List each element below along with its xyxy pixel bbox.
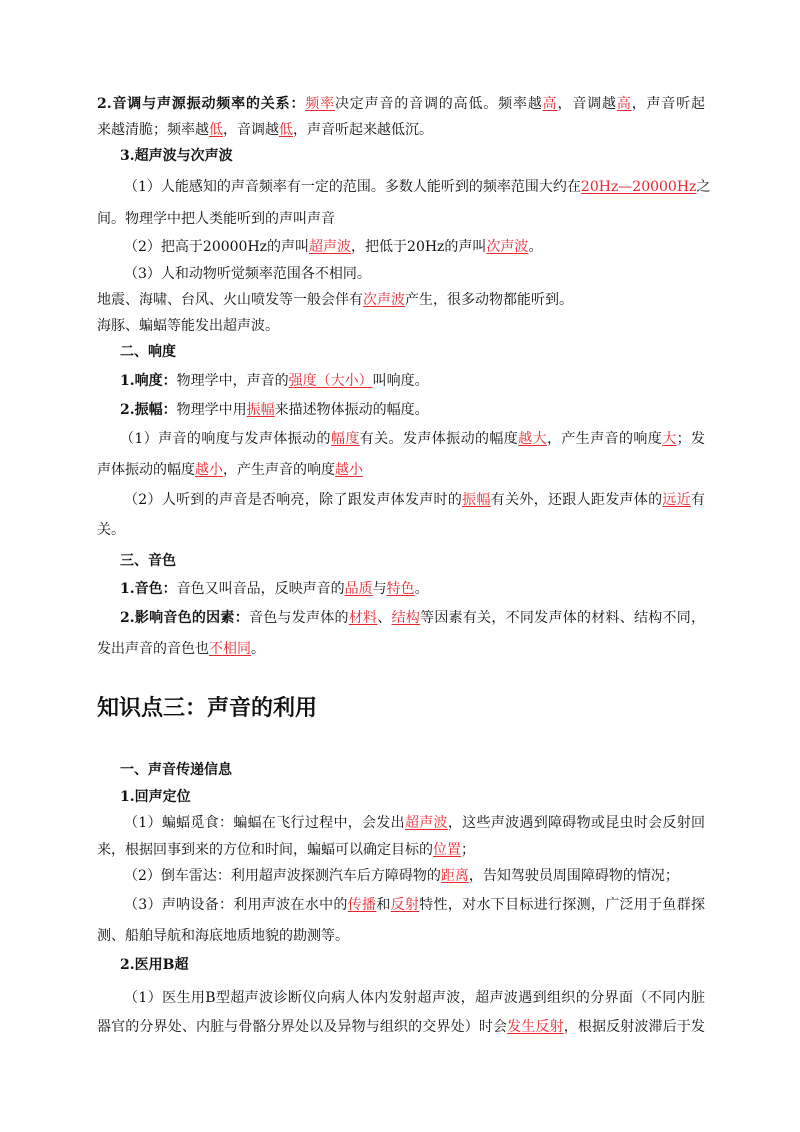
bold-label: 二、响度 (120, 344, 176, 360)
text-run: ；发 (676, 431, 706, 447)
text-run: ，声音听起来越低沉。 (293, 122, 433, 138)
answer-blank: 高 (616, 96, 632, 112)
text-run: （1）医生用B型超声波诊断仪向病人体内发射超声波，超声波遇到组织的分界面（不同内脏 (124, 990, 705, 1006)
text-run: ，声音听起 (631, 96, 706, 112)
text-run: ； (461, 842, 475, 858)
bold-label: 3.超声波与次声波 (120, 148, 233, 164)
text-run: ，把低于20Hz的声叫 (351, 239, 487, 255)
bold-label: 2.音调与声源振动频率的关系： (97, 96, 306, 112)
text-run: ，告知驾驶员周围障碍物的情况； (468, 868, 679, 884)
text-run: （2）人听到的声音是否响亮，除了跟发声体发声时的 (124, 492, 463, 508)
answer-blank: 低 (279, 122, 293, 138)
text-run: 音色又叫音品，反映声音的 (176, 581, 345, 597)
text-line (97, 1017, 705, 1037)
bold-label: 1.响度： (120, 373, 177, 389)
text-line (120, 371, 705, 391)
text-run: 物理学中用 (176, 402, 247, 418)
text-run: 来描述物体振动的幅度。 (274, 402, 429, 418)
answer-blank: 越大 (518, 431, 547, 447)
text-run: （1）人能感知的声音频率有一定的范围。多数人能听到的频率范围大约在 (124, 179, 581, 195)
text-line (97, 639, 705, 659)
text-line (97, 94, 705, 114)
bold-label: 2.医用B超 (120, 957, 189, 973)
text-run: （1）蝙蝠觅食：蝙蝠在飞行过程中，会发出 (124, 815, 405, 831)
text-line (120, 429, 705, 449)
text-run: 。 (414, 581, 429, 597)
answer-blank: 结构 (391, 610, 421, 626)
answer-blank: 品质 (344, 581, 373, 597)
answer-blank: 材料 (348, 610, 378, 626)
bold-label: 一、声音传递信息 (120, 762, 232, 778)
answer-blank: 低 (209, 122, 223, 138)
text-line (124, 813, 705, 833)
text-run: 。 (528, 239, 543, 255)
text-run: 声体振动的幅度 (97, 462, 195, 478)
answer-blank: 距离 (440, 868, 469, 884)
answer-blank: 次声波 (363, 292, 405, 308)
answer-blank: 不相同 (209, 641, 251, 657)
text-run: 产生，很多动物都能听到。 (405, 292, 573, 308)
answer-blank: 超声波 (309, 239, 352, 255)
bold-label: 2.影响音色的因素： (120, 610, 249, 626)
answer-blank: 大 (662, 431, 677, 447)
answer-blank: 振幅 (462, 492, 491, 508)
answer-blank: 高 (542, 96, 558, 112)
answer-blank: 20Hz—20000Hz (580, 179, 697, 195)
text-run: 、 (377, 610, 392, 626)
text-run: 海豚、蝙蝠等能发出超声波。 (97, 318, 279, 334)
answer-blank: 位置 (433, 842, 461, 858)
text-run: 间。物理学中把人类能听到的声叫声音 (97, 211, 335, 227)
text-run: 有关外，还跟人距发声体的 (490, 492, 663, 508)
text-line (124, 988, 705, 1008)
text-run: 发出声音的音色也 (97, 641, 209, 657)
text-line (97, 290, 705, 310)
subheading (120, 146, 705, 166)
text-line (97, 926, 705, 946)
answer-blank: 幅度 (330, 431, 360, 447)
bold-label: 1.音色： (120, 581, 177, 597)
answer-blank: 反射 (390, 897, 420, 913)
text-run: （3）人和动物听觉频率范围各不相同。 (124, 266, 371, 282)
answer-blank: 越小 (195, 462, 223, 478)
text-run: ，音调越 (557, 96, 617, 112)
subheading (120, 342, 705, 362)
text-line (97, 460, 705, 480)
text-run: 音色与发声体的 (248, 610, 349, 626)
text-run: 关。 (97, 522, 125, 538)
text-line (124, 895, 705, 915)
answer-blank: 振幅 (246, 402, 275, 418)
text-line (120, 579, 705, 599)
text-run: 之 (696, 179, 711, 195)
answer-blank: 特色 (386, 581, 415, 597)
text-run: 叫响度。 (372, 373, 429, 389)
section-heading: 知识点三：声音的利用 (97, 695, 318, 721)
text-line (120, 608, 705, 628)
text-run: 地震、海啸、台风、火山喷发等一般会伴有 (97, 292, 363, 308)
text-run: （3）声呐设备：利用声波在水中的 (124, 897, 348, 913)
text-run: 来，根据回事到来的方位和时间，蝙蝠可以确定目标的 (97, 842, 433, 858)
text-run: 与 (372, 581, 387, 597)
answer-blank: 发生反射 (507, 1019, 564, 1035)
answer-blank: 远近 (662, 492, 692, 508)
text-line (124, 177, 711, 197)
subheading (120, 955, 705, 975)
bold-label: 2.振幅： (120, 402, 177, 418)
text-run: （1）声音的响度与发声体振动的 (120, 431, 331, 447)
text-run: ，产生声音的响度 (223, 462, 335, 478)
text-line (124, 264, 705, 284)
text-run: 和 (376, 897, 391, 913)
answer-blank: 次声波 (486, 239, 529, 255)
text-run: 有 (691, 492, 706, 508)
answer-blank: 强度（大小） (288, 373, 373, 389)
text-line (97, 120, 705, 140)
text-run: ，产生声音的响度 (546, 431, 663, 447)
text-line (124, 490, 705, 510)
subheading (120, 760, 705, 780)
text-run: 测、船舶导航和海底地质地貌的勘测等。 (97, 928, 349, 944)
bold-label: 三、音色 (120, 553, 176, 569)
subheading (120, 551, 705, 571)
text-line (124, 237, 705, 257)
text-run: 等因素有关，不同发声体的材料、结构不同， (420, 610, 706, 626)
text-run: ，这些声波遇到障碍物或昆虫时会反射回 (447, 815, 706, 831)
text-run: 有关。发声体振动的幅度 (359, 431, 519, 447)
bold-label: 1.回声定位 (120, 789, 191, 805)
text-run: 决定声音的音调的高低。频率越 (334, 96, 543, 112)
answer-blank: 传播 (347, 897, 377, 913)
subheading (120, 787, 705, 807)
text-line (124, 866, 705, 886)
text-line (97, 520, 705, 540)
answer-blank: 超声波 (404, 815, 448, 831)
text-run: 来越清脆；频率越 (97, 122, 209, 138)
answer-blank: 越小 (335, 462, 363, 478)
text-run: 器官的分界处、内脏与骨骼分界处以及异物与组织的交界处）时会 (97, 1019, 508, 1035)
text-run: （2）倒车雷达：利用超声波探测汽车后方障碍物的 (124, 868, 441, 884)
text-line (97, 209, 705, 229)
text-run: 物理学中，声音的 (176, 373, 289, 389)
text-run: 。 (251, 641, 265, 657)
text-run: 特性，对水下目标进行探测，广泛用于鱼群探 (419, 897, 706, 913)
text-line (97, 840, 705, 860)
text-run: ，根据反射波滞后于发 (563, 1019, 706, 1035)
answer-blank: 频率 (305, 96, 335, 112)
text-line (97, 316, 705, 336)
text-run: （2）把高于20000Hz的声叫 (124, 239, 310, 255)
text-line (120, 400, 705, 420)
text-run: ，音调越 (223, 122, 279, 138)
